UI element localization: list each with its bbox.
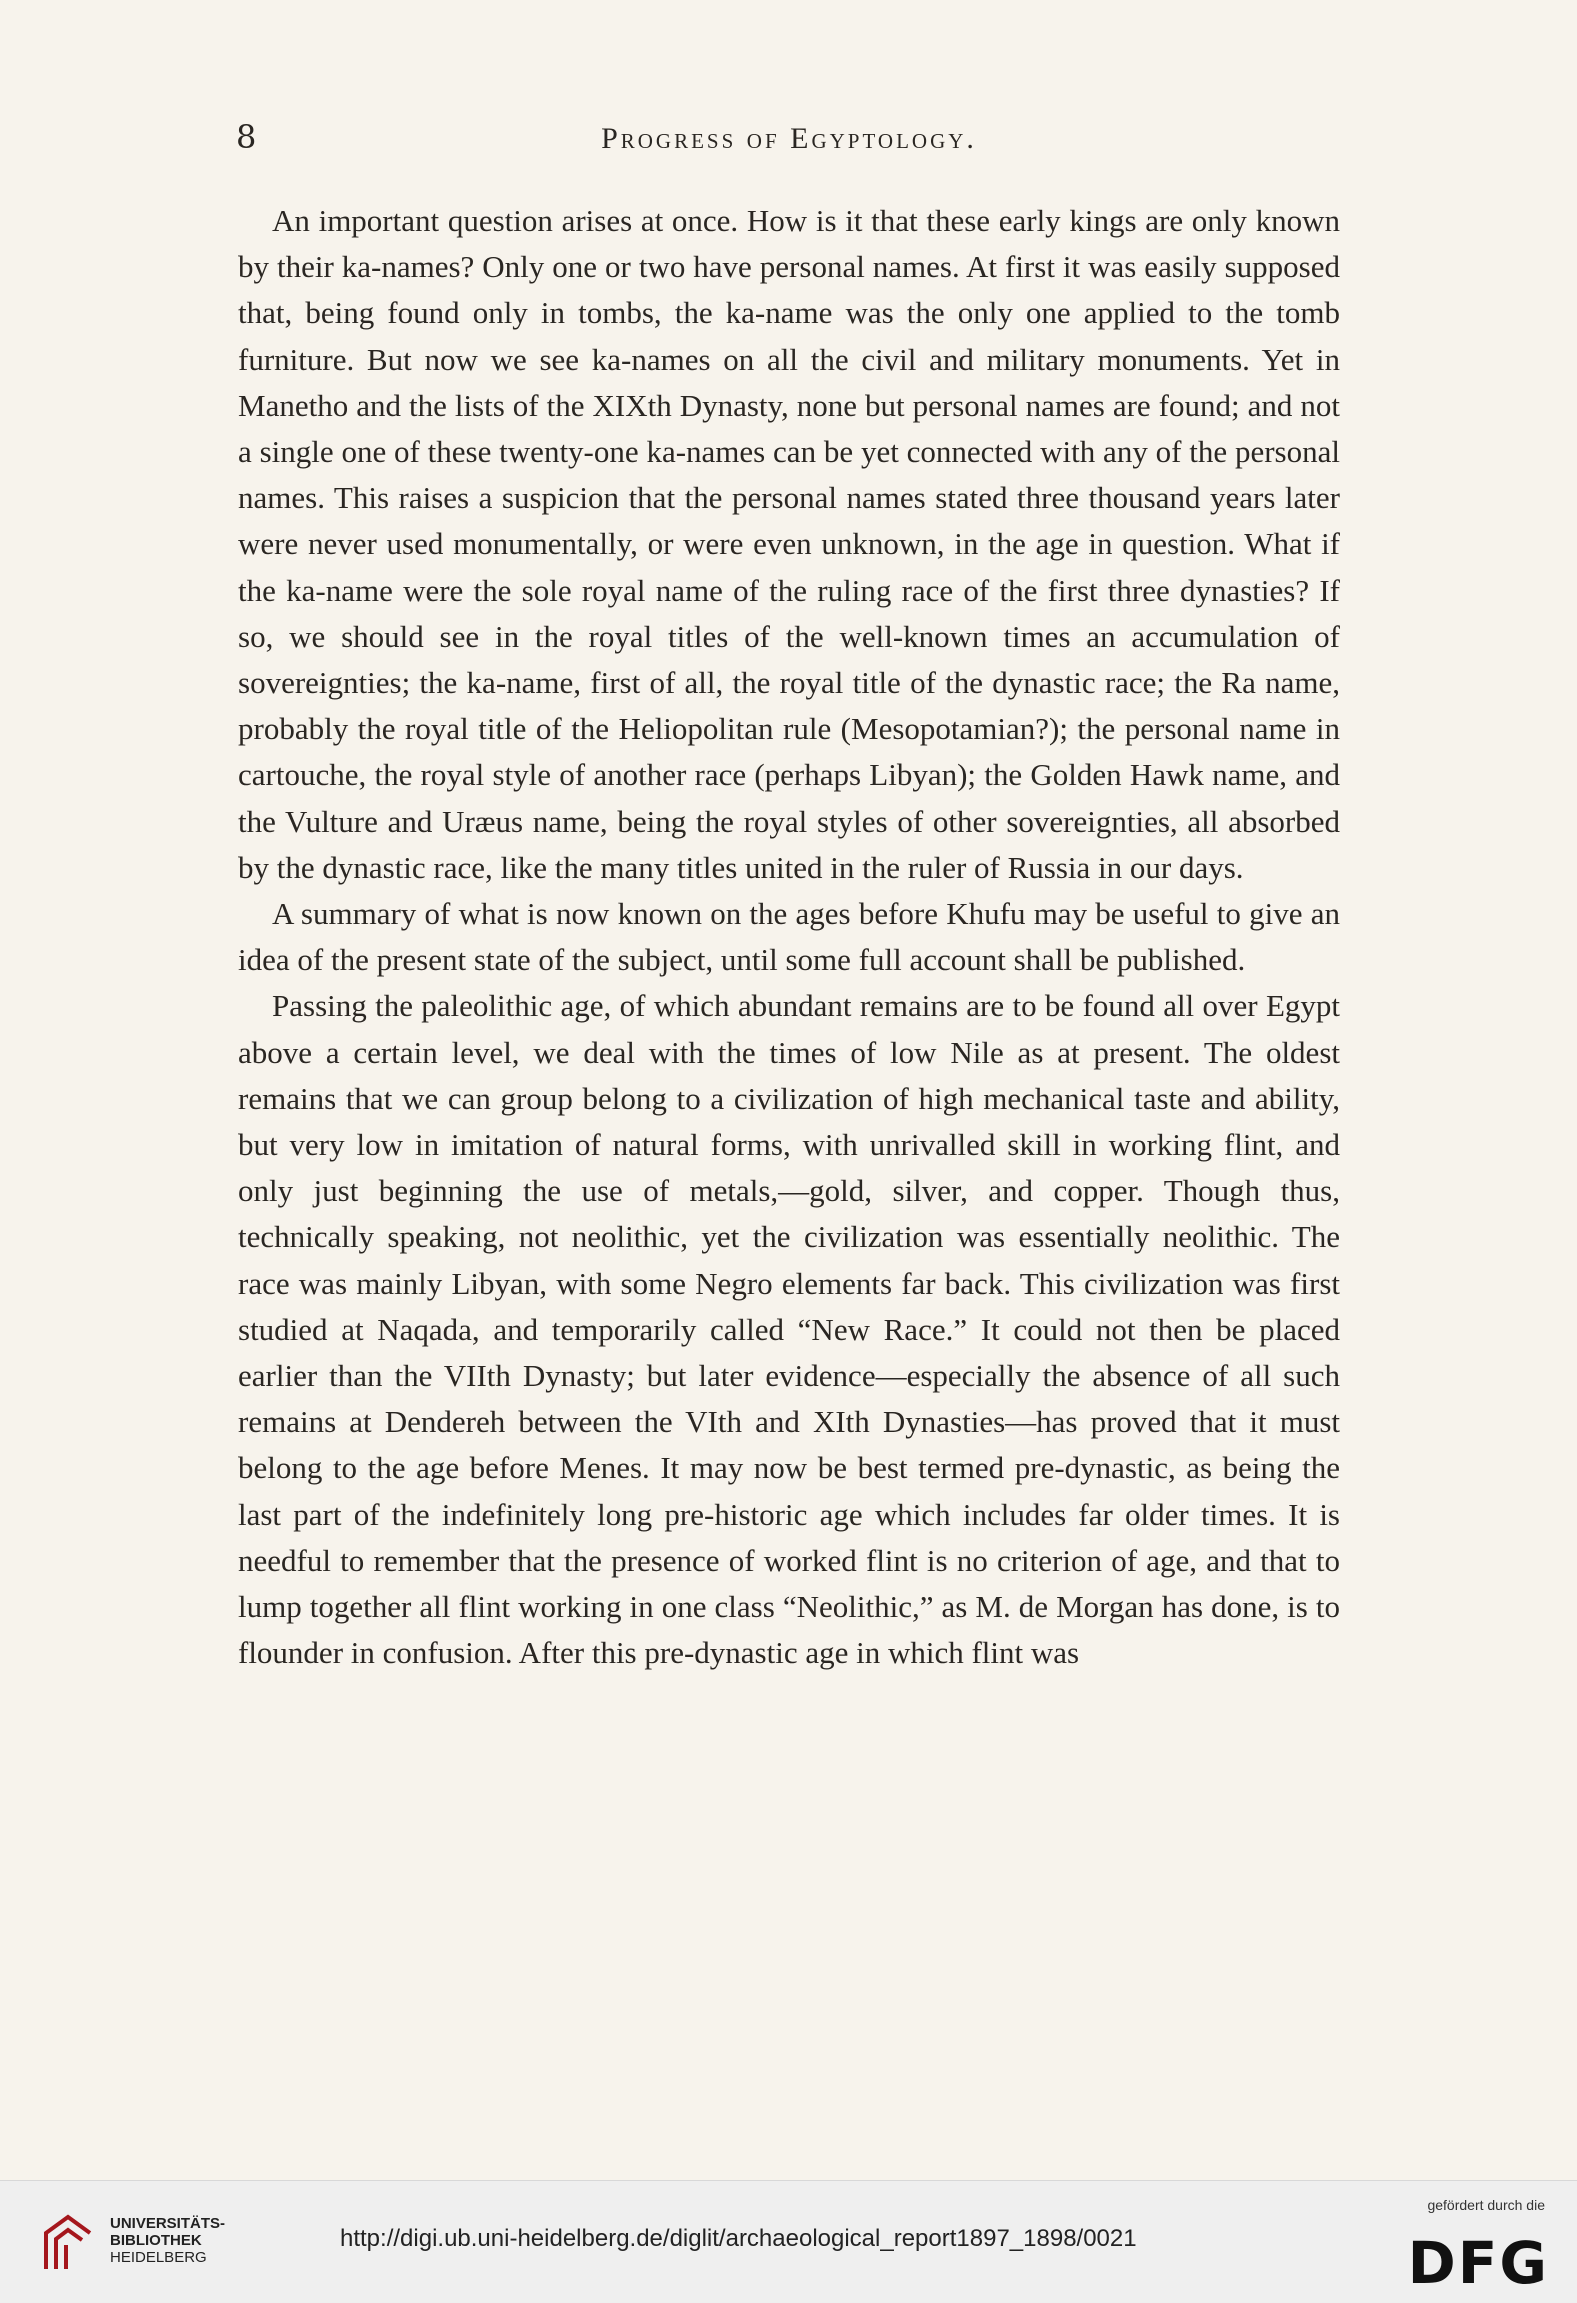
library-line-2: BIBLIOTHEK (110, 2232, 202, 2249)
page-header (236, 118, 1342, 168)
paragraph-3: Passing the paleolithic age, of which abundant remains are to be found all over Egypt above a certain level, we deal with the times of low Nile as at present. The oldest remains that we can group belong to a civilization of high mechanical taste and ability, but very low in imitation of natural forms, with unrivalled skill in working flint, and only just beginning the use of metals,—gold, silver, and copper. Though thus, technically speaking, not neolithic, yet the civilization was essentially neolithic. The race was mainly Libyan, with some Negro elements far back. This civilization was first studied at Naqada, and temporarily called “New Race.” It could not then be placed earlier than the VIIth Dynasty; but later evidence—especially the absence of all such remains at Dendereh between the VIth and XIth Dynasties—has proved that it must belong to the age before Menes. It may now be best termed pre-dynastic, as being the last part of the indefinitely long pre-historic age which includes far older times. It is needful to remember that the presence of worked flint is no criterion of age, and that to lump together all flint working in one class “Neolithic,” as M. de Morgan has done, is to flounder in confusion. After this pre-dynastic age in which flint was (238, 988, 1340, 1671)
body-text (238, 198, 1340, 1677)
viewer-footer (0, 2180, 1577, 2303)
paragraph-2: A summary of what is now known on the ages before Khufu may be useful to give an idea of the present state of the subject, until some full account shall be published. (238, 896, 1340, 978)
library-line-1: UNIVERSITÄTS- (110, 2215, 226, 2232)
funding-note: gefördert durch die (1427, 2197, 1545, 2213)
permalink-url[interactable]: http://digi.ub.uni-heidelberg.de/diglit/archaeological_report1897_1898/0021 (340, 2225, 1137, 2252)
library-line-3: HEIDELBERG (110, 2249, 207, 2266)
dfg-logo: DFG (1407, 2229, 1549, 2297)
running-head: Progress of Egyptology. (601, 122, 977, 155)
university-library-logo-icon (38, 2211, 98, 2275)
paragraph-1: An important question arises at once. How is it that these early kings are only known by their ka-names? Only one or two have personal names. At first it was easily supposed that, being found only in tombs, the ka-name was the only one applied to the tomb furniture. But now we see ka-names on all the civil and military monuments. Yet in Manetho and the lists of the XIXth Dynasty, none but personal names are found; and not a single one of these twenty-one ka-names can be yet connected with any of the personal names. This raises a suspicion that the personal names stated three thousand years later were never used monumentally, or were even unknown, in the age in question. What if the ka-name were the sole royal name of the ruling race of the first three dynasties? If so, we should see in the royal titles of the well-known times an accumulation of sovereignties; the ka-name, first of all, the royal title of the dynastic race; the Ra name, probably the royal title of the Heliopolitan rule (Mesopotamian?); the personal name in cartouche, the royal style of another race (perhaps Libyan); the Golden Hawk name, and the Vulture and Uræus name, being the royal styles of other sovereignties, all absorbed by the dynastic race, like the many titles united in the ruler of Russia in our days. (238, 203, 1340, 885)
university-library-name (110, 2215, 225, 2266)
page-number: 8 (236, 118, 257, 156)
